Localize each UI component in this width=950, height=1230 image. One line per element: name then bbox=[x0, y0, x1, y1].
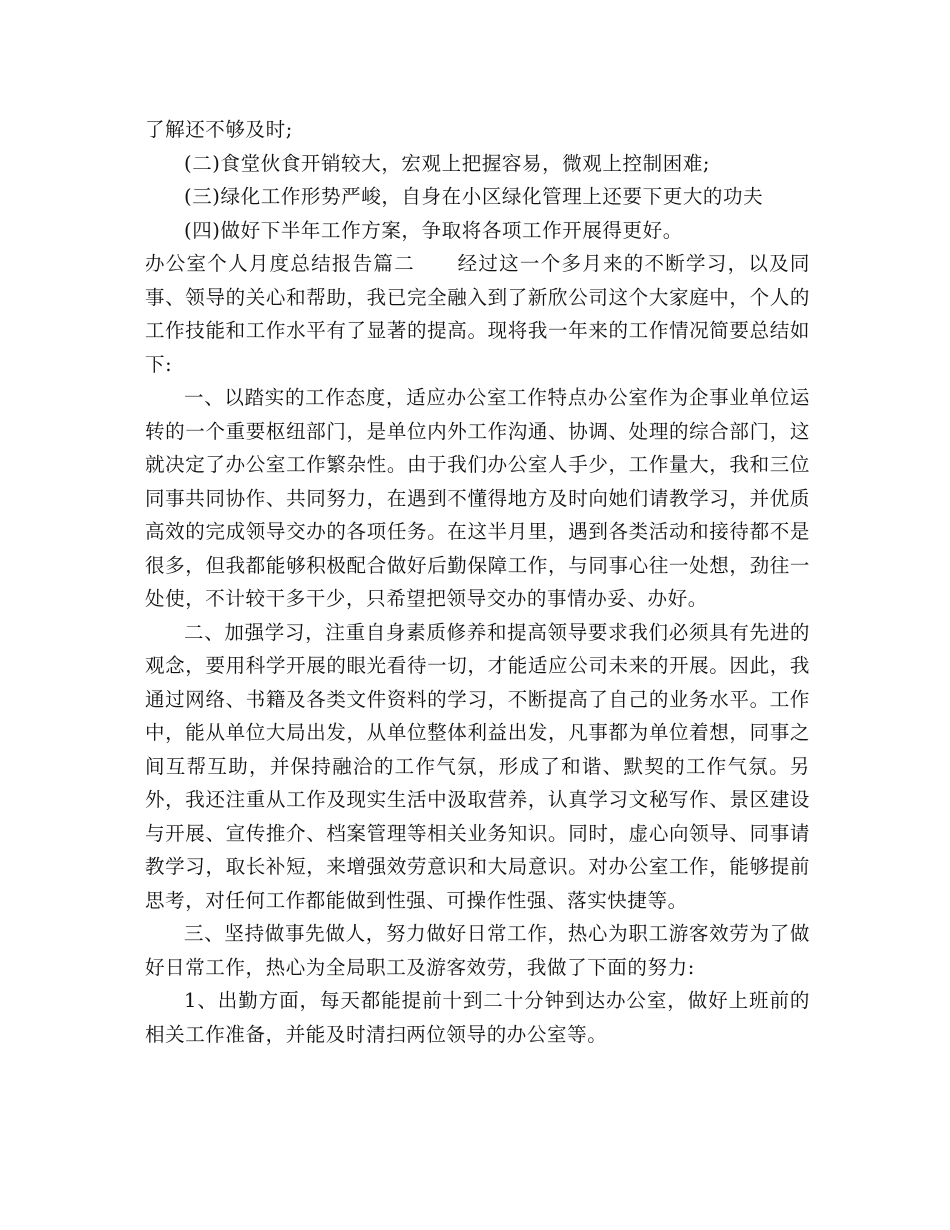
section-title: 办公室个人月度总结报告篇二 bbox=[145, 252, 415, 275]
body-paragraph: 二、加强学习，注重自身素质修养和提高领导要求我们必须具有先进的观念，要用科学开展的眼光看待一切，才能适应公司未来的开展。因此，我通过网络、书籍及各类文件资料的学习，不断提高了自己的业务水平。工作中，能从单位大局出发，从单位整体利益出发，凡事都为单位着想，同事之间互帮互助，并保持融洽的工作气氛，形成了和谐、默契的工作气氛。另外，我还注重从工作及现实生活中汲取营养，认真学习文秘写作、景区建设与开展、宣传推介、档案管理等相关业务知识。同时，虚心向领导、同事请教学习，取长补短，来增强效劳意识和大局意识。对办公室工作，能够提前思考，对任何工作都能做到性强、可操作性强、落实快捷等。 bbox=[145, 620, 810, 912]
paragraph: (二)食堂伙食开销较大，宏观上把握容易，微观上控制困难; bbox=[184, 151, 711, 175]
paragraph: (四)做好下半年工作方案，争取将各项工作开展得更好。 bbox=[184, 218, 683, 242]
paragraph: (三)绿化工作形势严峻，自身在小区绿化管理上还要下更大的功夫 bbox=[184, 185, 764, 208]
document-body bbox=[145, 113, 810, 1051]
body-paragraph: 三、坚持做事先做人，努力做好日常工作，热心为职工游客效劳为了做好日常工作，热心为全局职工及游客效劳，我做了下面的努力: bbox=[145, 922, 810, 979]
section-intro: 经过这一个多月来的不断学习，以及同事、领导的关心和帮助，我已完全融入到了新欣公司这个大家庭中，个人的工作技能和工作水平有了显著的提高。现将我一年来的工作情况简要总结如下: bbox=[145, 252, 810, 376]
paragraph: 了解还不够及时; bbox=[145, 118, 293, 141]
body-paragraph: 1、出勤方面，每天都能提前十到二十分钟到达办公室，做好上班前的相关工作准备，并能及时清扫两位领导的办公室等。 bbox=[145, 989, 810, 1046]
body-paragraph: 一、以踏实的工作态度，适应办公室工作特点办公室作为企事业单位运转的一个重要枢纽部门，是单位内外工作沟通、协调、处理的综合部门，这就决定了办公室工作繁杂性。由于我们办公室人手少，工作量大，我和三位同事共同协作、共同努力，在遇到不懂得地方及时向她们请教学习，并优质高效的完成领导交办的各项任务。在这半月里，遇到各类活动和接待都不是很多，但我都能够积极配合做好后勤保障工作，与同事心往一处想，劲往一处使，不计较干多干少，只希望把领导交办的事情办妥、办好。 bbox=[145, 386, 810, 610]
section-paragraph bbox=[145, 247, 810, 381]
